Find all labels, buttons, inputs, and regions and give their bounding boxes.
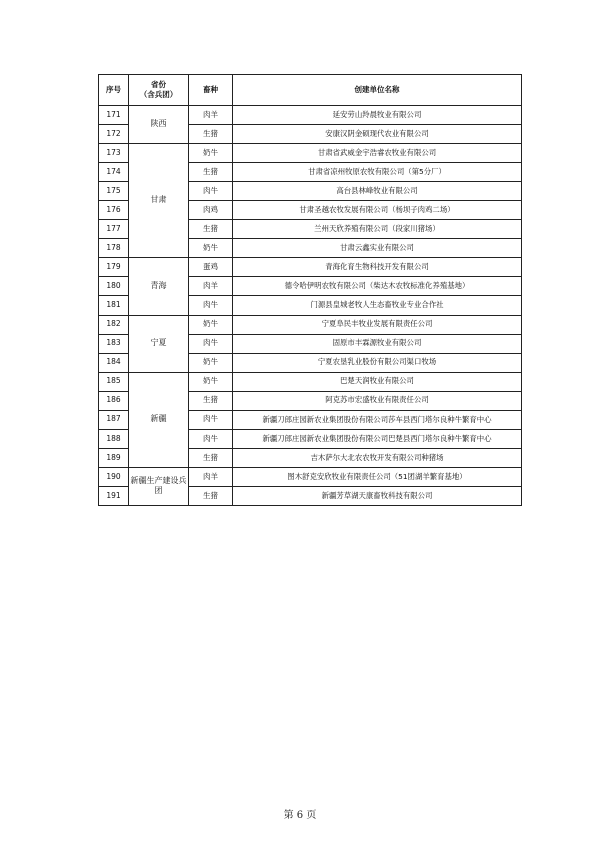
cell-type: 生猪 <box>189 125 233 144</box>
enterprise-table <box>98 74 522 506</box>
cell-no: 191 <box>99 486 129 505</box>
cell-no: 176 <box>99 201 129 220</box>
table-row <box>99 467 522 486</box>
cell-type: 肉鸡 <box>189 201 233 220</box>
page-number: 第 6 页 <box>283 810 317 821</box>
cell-no: 180 <box>99 277 129 296</box>
cell-type: 奶牛 <box>189 372 233 391</box>
cell-type: 肉牛 <box>189 334 233 353</box>
cell-no: 181 <box>99 296 129 315</box>
cell-no: 173 <box>99 144 129 163</box>
cell-type: 生猪 <box>189 448 233 467</box>
cell-type: 肉羊 <box>189 106 233 125</box>
cell-type: 肉牛 <box>189 182 233 201</box>
cell-name: 安康汉阴金硕现代农业有限公司 <box>233 125 522 144</box>
cell-name: 图木舒克安欣牧业有限责任公司（51团湖羊繁育基地） <box>233 467 522 486</box>
cell-no: 175 <box>99 182 129 201</box>
cell-name: 门源县皇城老牧人生态畜牧业专业合作社 <box>233 296 522 315</box>
cell-type: 奶牛 <box>189 144 233 163</box>
table-row <box>99 372 522 391</box>
cell-no: 172 <box>99 125 129 144</box>
table-row <box>99 315 522 334</box>
cell-name: 兰州天欣养殖有限公司（段家川猪场） <box>233 220 522 239</box>
cell-no: 177 <box>99 220 129 239</box>
cell-name: 甘肃云鑫实业有限公司 <box>233 239 522 258</box>
cell-name: 德令哈伊明农牧有限公司（柴达木农牧标准化养殖基地） <box>233 277 522 296</box>
cell-no: 185 <box>99 372 129 391</box>
cell-name: 新疆刀郎庄园新农业集团股份有限公司巴楚县西门塔尔良种牛繁育中心 <box>233 429 522 448</box>
cell-no: 183 <box>99 334 129 353</box>
cell-type: 肉牛 <box>189 410 233 429</box>
cell-no: 171 <box>99 106 129 125</box>
cell-no: 182 <box>99 315 129 334</box>
cell-name: 甘肃省凉州牧原农牧有限公司（第5分厂） <box>233 163 522 182</box>
cell-name: 宁夏阜民丰牧业发展有限责任公司 <box>233 315 522 334</box>
cell-province: 新疆生产建设兵团 <box>129 467 189 505</box>
cell-name: 甘肃省武威金宇浩睿农牧业有限公司 <box>233 144 522 163</box>
cell-type: 肉牛 <box>189 296 233 315</box>
cell-type: 生猪 <box>189 220 233 239</box>
cell-province: 青海 <box>129 258 189 315</box>
cell-name: 青海化育生物科技开发有限公司 <box>233 258 522 277</box>
cell-type: 肉羊 <box>189 467 233 486</box>
cell-province: 甘肃 <box>129 144 189 258</box>
cell-name: 宁夏农垦乳业股份有限公司渠口牧场 <box>233 353 522 372</box>
cell-no: 179 <box>99 258 129 277</box>
cell-province: 新疆 <box>129 372 189 467</box>
cell-name: 巴楚天润牧业有限公司 <box>233 372 522 391</box>
header-name: 创建单位名称 <box>233 75 522 106</box>
cell-type: 蛋鸡 <box>189 258 233 277</box>
cell-type: 肉羊 <box>189 277 233 296</box>
cell-name: 固原市丰霖源牧业有限公司 <box>233 334 522 353</box>
cell-name: 新疆芳草湖天康畜牧科技有限公司 <box>233 486 522 505</box>
cell-no: 190 <box>99 467 129 486</box>
cell-name: 延安劳山羚晨牧业有限公司 <box>233 106 522 125</box>
cell-no: 187 <box>99 410 129 429</box>
cell-type: 生猪 <box>189 163 233 182</box>
cell-province: 陕西 <box>129 106 189 144</box>
cell-province: 宁夏 <box>129 315 189 372</box>
header-no: 序号 <box>99 75 129 106</box>
table-header <box>99 75 522 106</box>
cell-name: 阿克苏市宏盛牧业有限责任公司 <box>233 391 522 410</box>
cell-name: 高台县林峰牧业有限公司 <box>233 182 522 201</box>
table-row <box>99 258 522 277</box>
header-province-line1: 省份 <box>151 79 166 89</box>
cell-no: 189 <box>99 448 129 467</box>
cell-no: 188 <box>99 429 129 448</box>
cell-type: 奶牛 <box>189 353 233 372</box>
cell-type: 生猪 <box>189 391 233 410</box>
table-row <box>99 144 522 163</box>
cell-name: 新疆刀郎庄园新农业集团股份有限公司莎车县西门塔尔良种牛繁育中心 <box>233 410 522 429</box>
table-row <box>99 106 522 125</box>
cell-no: 184 <box>99 353 129 372</box>
cell-no: 178 <box>99 239 129 258</box>
cell-type: 奶牛 <box>189 315 233 334</box>
cell-type: 生猪 <box>189 486 233 505</box>
header-province-line2: （含兵团） <box>139 90 178 99</box>
cell-no: 186 <box>99 391 129 410</box>
cell-type: 肉牛 <box>189 429 233 448</box>
cell-name: 甘肃圣越农牧发展有限公司（杨坝子肉鸡二场） <box>233 201 522 220</box>
header-type: 畜种 <box>189 75 233 106</box>
cell-name: 吉木萨尔大北农农牧开发有限公司种猪场 <box>233 448 522 467</box>
header-province <box>129 75 189 106</box>
cell-type: 奶牛 <box>189 239 233 258</box>
cell-no: 174 <box>99 163 129 182</box>
